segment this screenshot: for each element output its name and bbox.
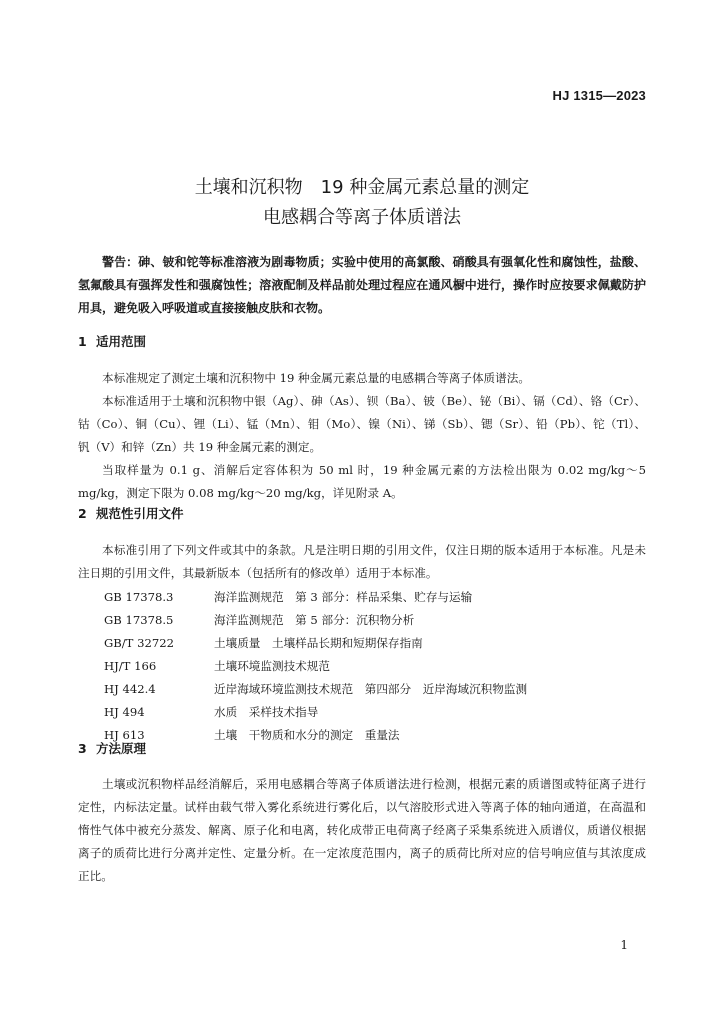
section-2-heading	[78, 504, 184, 522]
document-title: 土壤和沉积物 19 种金属元素总量的测定	[194, 177, 530, 198]
reference-list	[104, 586, 527, 747]
section-1-heading	[78, 332, 146, 350]
reference-row	[104, 609, 527, 632]
section-number: 2	[78, 506, 87, 521]
reference-row	[104, 655, 527, 678]
section-number: 1	[78, 334, 87, 349]
page-number: 1	[620, 938, 628, 952]
reference-title: 海洋监测规范 第 5 部分：沉积物分析	[214, 613, 415, 627]
reference-code: GB 17378.5	[104, 613, 174, 627]
section-title: 规范性引用文件	[96, 506, 184, 521]
reference-row	[104, 586, 527, 609]
reference-code: HJ 442.4	[104, 682, 156, 696]
reference-title: 水质 采样技术指导	[214, 705, 319, 719]
section-1-paragraph-2: 本标准适用于土壤和沉积物中银（Ag）、砷（As）、钡（Ba）、铍（Be）、铋（Bi）、镉（Cd）、铬（Cr）、钴（Co）、铜（Cu）、锂（Li）、锰（Mn）、钼（Mo）、镍（Ni）、锑（Sb）、锶（Sr）、铅（Pb）、铊（Tl）、钒（V）和锌（Zn）共 19 种金属元素的测定。	[78, 394, 646, 454]
section-2-paragraph-1: 本标准引用了下列文件或其中的条款。凡是注明日期的引用文件，仅注日期的版本适用于本标准。凡是未注日期的引用文件，其最新版本（包括所有的修改单）适用于本标准。	[78, 543, 646, 580]
reference-title: 土壤环境监测技术规范	[214, 659, 330, 673]
warning-paragraph: 警告：砷、铍和铊等标准溶液为剧毒物质；实验中使用的高氯酸、硝酸具有强氧化性和腐蚀性，盐酸、氢氟酸具有强挥发性和强腐蚀性；溶液配制及样品前处理过程应在通风橱中进行，操作时应按要求佩戴防护用具，避免吸入呼吸道或直接接触皮肤和衣物。	[78, 255, 646, 315]
reference-title: 土壤质量 土壤样品长期和短期保存指南	[214, 636, 423, 650]
reference-code: GB/T 32722	[104, 636, 174, 650]
document-subtitle: 电感耦合等离子体质谱法	[263, 207, 461, 228]
reference-code: HJ/T 166	[104, 659, 157, 673]
reference-row	[104, 632, 527, 655]
section-title: 适用范围	[96, 334, 147, 349]
section-title: 方法原理	[96, 741, 147, 756]
section-1-paragraph-1: 本标准规定了测定土壤和沉积物中 19 种金属元素总量的电感耦合等离子体质谱法。	[102, 371, 530, 385]
section-3-heading	[78, 739, 146, 757]
reference-code: HJ 494	[104, 705, 145, 719]
reference-title: 土壤 干物质和水分的测定 重量法	[214, 728, 400, 742]
reference-title: 近岸海域环境监测技术规范 第四部分 近岸海域沉积物监测	[214, 682, 528, 696]
section-1-paragraph-3: 当取样量为 0.1 g、消解后定容体积为 50 ml 时，19 种金属元素的方法检出限为 0.02 mg/kg～5 mg/kg，测定下限为 0.08 mg/kg～20 mg/kg，详见附录 A。	[78, 463, 646, 500]
reference-row	[104, 724, 527, 747]
section-3-paragraph-1: 土壤或沉积物样品经消解后，采用电感耦合等离子体质谱法进行检测，根据元素的质谱图或特征离子进行定性，内标法定量。试样由载气带入雾化系统进行雾化后，以气溶胶形式进入等离子体的轴向通道，在高温和惰性气体中被充分蒸发、解离、原子化和电离，转化成带正电荷离子经离子采集系统进入质谱仪，质谱仪根据离子的质荷比进行分离并定性、定量分析。在一定浓度范围内，离子的质荷比所对应的信号响应值与其浓度成正比。	[78, 777, 646, 883]
standard-code: HJ 1315—2023	[552, 88, 646, 103]
reference-code: GB 17378.3	[104, 590, 174, 604]
reference-row	[104, 701, 527, 724]
reference-row	[104, 678, 527, 701]
reference-title: 海洋监测规范 第 3 部分：样品采集、贮存与运输	[214, 590, 473, 604]
reference-code: HJ 613	[104, 728, 145, 742]
section-number: 3	[78, 741, 87, 756]
